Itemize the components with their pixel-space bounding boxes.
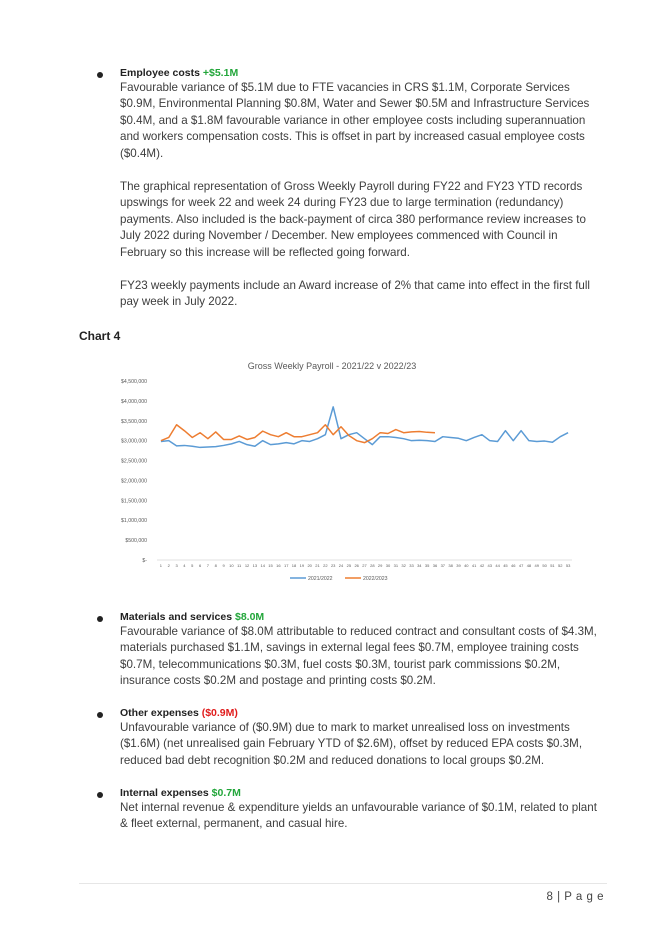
y-axis xyxy=(121,379,147,564)
x-tick-label: 48 xyxy=(526,563,532,568)
internal-expenses-paragraph: Net internal revenue & expenditure yields an unfavourable variance of $0.1M, related to plant & fleet external, permanent, and casual hire. xyxy=(120,801,597,831)
x-tick-label: 19 xyxy=(299,563,305,568)
footer-divider xyxy=(79,883,607,884)
x-tick-label: 24 xyxy=(338,563,344,568)
x-tick-label: 5 xyxy=(191,563,194,568)
bullet-icon xyxy=(97,712,103,718)
x-tick-label: 1 xyxy=(159,563,163,568)
x-tick-label: 43 xyxy=(487,563,493,568)
x-tick-label: 49 xyxy=(534,563,539,568)
x-tick-label: 26 xyxy=(354,563,359,568)
employee-costs-paragraph-1: Favourable variance of $5.1M due to FTE vacancies in CRS $1.1M, Corporate Services $0.9M, Environmental Planning $0.8M, Water and Sewer $0.5M and Infrastructure Services $0.4M, and a $1.8M favourable variance in other employee costs including superannuation and workers compensation costs. This is offset in part by increased casual employee costs ($0.4M). xyxy=(120,81,590,160)
x-tick-label: 15 xyxy=(268,563,273,568)
x-axis xyxy=(157,560,572,568)
x-tick-label: 27 xyxy=(362,563,367,568)
y-tick-label: $3,000,000 xyxy=(121,438,147,445)
x-tick-label: 8 xyxy=(214,563,217,568)
x-tick-label: 44 xyxy=(495,563,500,568)
x-tick-label: 45 xyxy=(503,563,508,568)
y-tick-label: $3,500,000 xyxy=(121,418,147,425)
payroll-line-chart xyxy=(100,352,580,597)
x-tick-label: 16 xyxy=(276,563,281,568)
x-tick-label: 31 xyxy=(393,563,399,568)
internal-expenses-amount: $0.7M xyxy=(211,787,241,799)
page-number: 8 | P a g e xyxy=(546,891,604,903)
x-tick-label: 20 xyxy=(307,563,312,568)
x-tick-label: 18 xyxy=(291,563,297,568)
y-tick-label: $2,000,000 xyxy=(121,478,147,485)
x-tick-label: 40 xyxy=(464,563,469,568)
x-tick-label: 42 xyxy=(479,563,485,568)
x-tick-label: 33 xyxy=(409,563,414,568)
x-tick-label: 6 xyxy=(198,563,202,568)
x-tick-label: 22 xyxy=(323,563,328,568)
x-tick-label: 21 xyxy=(315,563,320,568)
y-tick-label: $1,000,000 xyxy=(121,518,147,525)
series-lines xyxy=(161,407,568,448)
x-tick-label: 25 xyxy=(346,563,352,568)
x-tick-label: 36 xyxy=(432,563,438,568)
x-tick-label: 12 xyxy=(244,563,250,568)
y-tick-label: $4,000,000 xyxy=(121,398,147,405)
x-tick-label: 52 xyxy=(558,563,563,568)
x-tick-label: 14 xyxy=(260,563,265,568)
y-tick-label: $4,500,000 xyxy=(121,379,147,385)
other-expenses-amount: ($0.9M) xyxy=(201,707,238,719)
x-tick-label: 11 xyxy=(237,563,242,568)
employee-costs-title: Employee costs xyxy=(120,67,200,79)
x-tick-label: 30 xyxy=(385,563,391,568)
y-tick-label: $500,000 xyxy=(125,538,147,545)
chart-heading: Chart 4 xyxy=(79,329,121,343)
y-tick-label: $2,500,000 xyxy=(121,458,147,465)
x-tick-label: 13 xyxy=(252,563,258,568)
x-tick-label: 9 xyxy=(222,563,225,568)
bullet-icon xyxy=(97,792,103,798)
x-tick-label: 38 xyxy=(448,563,453,568)
employee-costs-amount: +$5.1M xyxy=(202,67,239,79)
x-tick-label: 23 xyxy=(330,563,336,568)
series-line-2022-2023 xyxy=(161,425,435,443)
x-tick-label: 53 xyxy=(565,563,571,568)
x-tick-label: 39 xyxy=(456,563,461,568)
materials-title: Materials and services xyxy=(120,611,233,623)
other-expenses-heading xyxy=(120,707,238,719)
materials-paragraph: Favourable variance of $8.0M attributable to reduced contract and consultant costs of $4.3M, materials purchased $1.1M, savings in external legal fees $0.7M, employee training costs $0.7M, telecommunications $0.3M, fuel costs $0.3M, tourist park commissions $0.2M, insurance costs $0.2M and postage and printing costs $0.2M. xyxy=(120,625,597,688)
x-tick-label: 35 xyxy=(424,563,430,568)
y-tick-label: $- xyxy=(142,558,147,564)
employee-costs-heading xyxy=(120,67,238,79)
x-tick-label: 41 xyxy=(471,563,477,568)
bullet-icon xyxy=(97,616,103,622)
x-tick-label: 28 xyxy=(370,563,375,568)
legend-label: 2021/2022 xyxy=(308,576,333,582)
x-tick-label: 3 xyxy=(175,563,178,568)
x-tick-label: 4 xyxy=(183,563,186,568)
internal-expenses-title: Internal expenses xyxy=(120,787,209,799)
legend-label: 2022/2023 xyxy=(363,576,388,582)
materials-amount: $8.0M xyxy=(235,611,265,623)
y-tick-label: $1,500,000 xyxy=(121,498,147,505)
x-tick-label: 32 xyxy=(401,563,406,568)
employee-costs-paragraph-2: The graphical representation of Gross Weekly Payroll during FY22 and FY23 YTD records upswings for week 22 and week 24 during FY23 due to large termination (redundancy) payments. Also included is the back-payment of circa 380 performance review increases to July 2022 during November / December. New employees commenced with Council in February so this increase will be reflected going forward. xyxy=(120,180,586,259)
x-tick-label: 37 xyxy=(440,563,446,568)
x-tick-label: 51 xyxy=(550,563,555,568)
materials-heading xyxy=(120,611,264,623)
x-tick-label: 17 xyxy=(283,563,289,568)
x-tick-label: 34 xyxy=(417,563,422,568)
x-tick-label: 10 xyxy=(229,563,234,568)
x-tick-label: 47 xyxy=(518,563,524,568)
x-tick-label: 7 xyxy=(206,563,210,568)
x-tick-label: 2 xyxy=(167,563,170,568)
x-tick-label: 29 xyxy=(377,563,383,568)
other-expenses-title: Other expenses xyxy=(120,707,199,719)
chart-title: Gross Weekly Payroll - 2021/22 v 2022/23 xyxy=(247,361,417,371)
internal-expenses-heading xyxy=(120,787,241,799)
other-expenses-paragraph: Unfavourable variance of ($0.9M) due to mark to market unrealised loss on investments ($1.6M) (net unrealised gain February YTD of $2.6M), offset by reduced EPA costs $0.3M, reduced bad debt recognition $0.2M and reduced donations to local groups $0.2M. xyxy=(120,721,583,767)
x-tick-label: 46 xyxy=(511,563,516,568)
series-line-2021-2022 xyxy=(161,407,568,448)
employee-costs-paragraph-3: FY23 weekly payments include an Award increase of 2% that came into effect in the first full pay week in July 2022. xyxy=(120,279,591,309)
bullet-icon xyxy=(97,72,103,78)
chart-legend xyxy=(290,576,388,582)
x-tick-label: 50 xyxy=(542,563,547,568)
